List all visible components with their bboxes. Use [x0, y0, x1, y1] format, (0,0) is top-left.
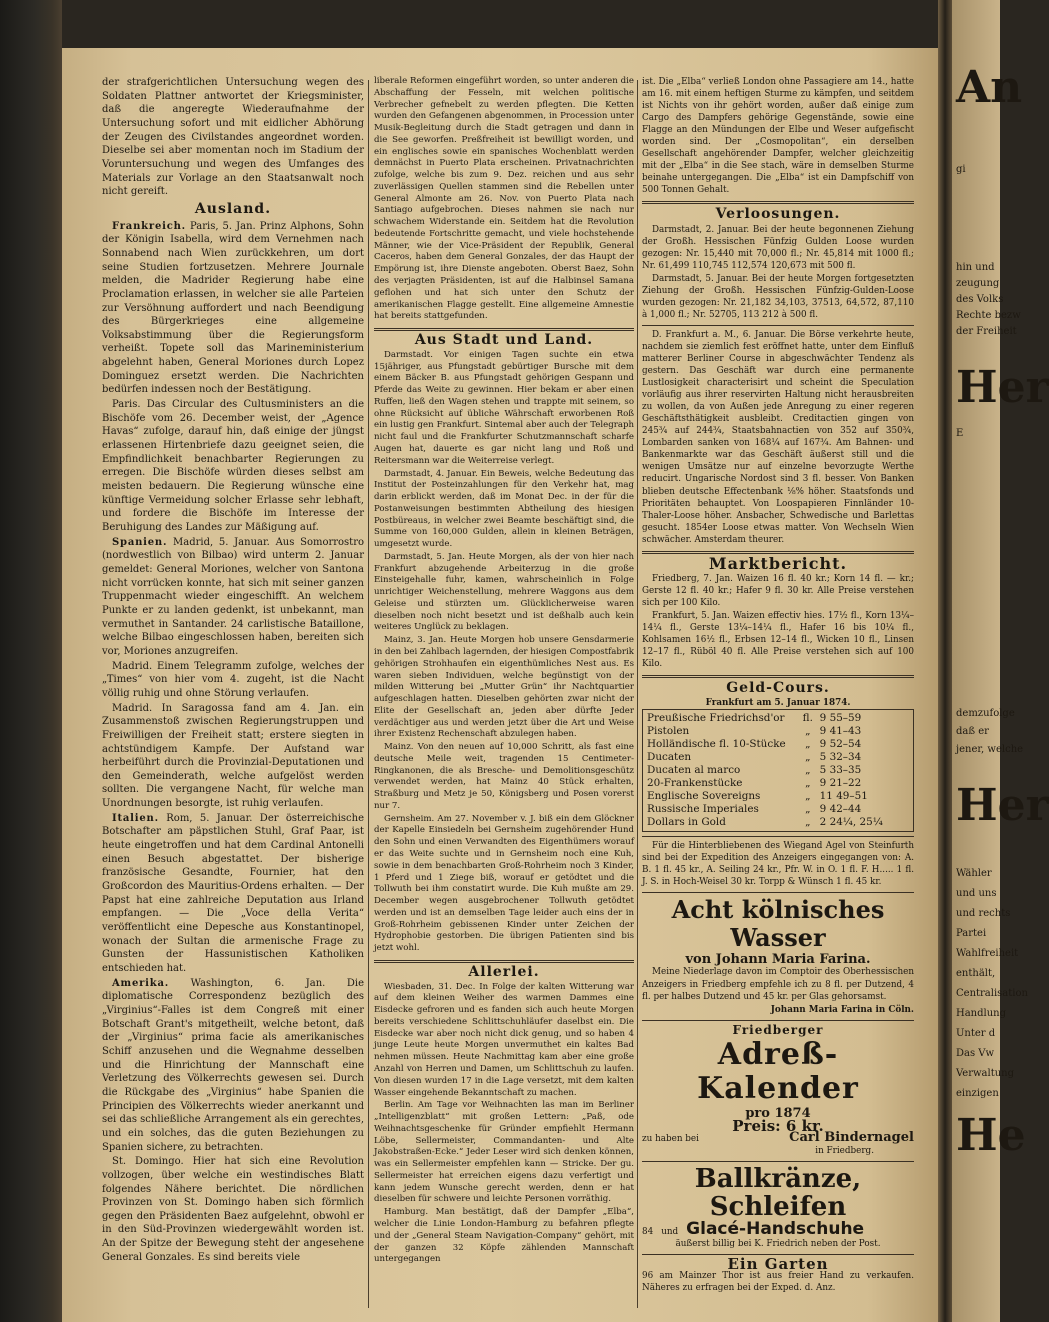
currency-name: Ducaten al marco: [647, 764, 741, 777]
country-label: Frankreich.: [112, 220, 186, 232]
currency-name: Russische Imperiales: [647, 803, 759, 816]
currency-unit: „: [805, 777, 811, 790]
currency-unit: „: [805, 816, 811, 829]
currency-rate: 9 41–43: [819, 725, 862, 738]
adjacent-text: zeugung: [956, 278, 1000, 289]
adjacent-text: und rechts: [956, 908, 1011, 919]
adjacent-text: einzigen: [956, 1088, 999, 1099]
geld-cours-table: [647, 712, 909, 829]
ad-und: und: [661, 1226, 679, 1237]
adjacent-text: jener, welche: [956, 744, 1024, 755]
article-amerika-2: St. Domingo. Hier hat sich eine Revolution vollzogen, über welche ein westindisches Blatt folgendes Nähere berichtet. Die nördlichen Provinzen von St. Domingo haben sich förmlich gegen den Präsidenten Baez aufgelehnt, obwohl er in den Süd-Provinzen wiedergewählt worden ist. An der Spitze der Bewegung steht der angesehene General Gonzales. Es sind bereits viele: [102, 1156, 364, 1263]
ad-text: 96 am Mainzer Thor ist aus freier Hand zu verkaufen. Näheres zu erfragen bei der Exped. d. Anz.: [642, 1271, 914, 1294]
article-darmstadt-2: Darmstadt, 4. Januar. Ein Beweis, welche Bedeutung das Institut der Posteinzahlungen für den Verkehr hat, mag darin erblickt werden, daß im Monat Dec. in der für die Postanweisungen bestimmten Abtheilung des hiesigen Postbüreaus, in welcher zwei Beamte beschäftigt sind, die Summe von 160,000 Gulden, allein in kleinen Beträgen, umgesetzt wurde.: [374, 468, 634, 550]
section-heading-verloosungen: Verloosungen.: [715, 206, 841, 223]
adjacent-text: Das Vw: [956, 1048, 995, 1059]
column-rule: [637, 80, 638, 1308]
ad-maker: von Johann Maria Farina.: [685, 952, 871, 968]
article-plattner: der strafgerichtlichen Untersuchung wegen des Soldaten Plattner antwortet der Kriegsminister, daß die angeregte Wiederaufnahme der Untersuchung sofort und mit eidlicher Abhörung der Zeugen des Civilstandes angeordnet worden. Dieselbe sei aber momentan noch im Stadium der Voruntersuchung und wegen des Umfanges des Materials zur Vorlage an den Staatsanwalt noch nicht gereift.: [102, 77, 364, 198]
country-label: Amerika.: [112, 977, 170, 989]
lottery-darmstadt-1: Darmstadt, 2. Januar. Bei der heute begonnenen Ziehung der Großh. Hessischen Fünfzig Gulden Loose wurden gezogen: Nr. 15,440 mit 70,000 fl.; Nr. 45,814 mit 1000 fl.; Nr. 61,499 110,745 112,574 120,673 mit 500 fl.: [642, 224, 914, 271]
adjacent-page-edge: [952, 0, 1049, 1322]
book-gutter: [938, 0, 952, 1322]
column-2: [374, 76, 634, 1267]
adjacent-text: Wahlfreiheit: [956, 948, 1019, 959]
article-hamburg: Hamburg. Man bestätigt, daß der Dampfer „Elba“, welcher die Linie London-Hamburg zu befahren pflegte und der „General Steam Navigation-Company“ gehört, mit der ganzen 32 Köpfe zählenden Mannschaft untergegangen: [374, 1207, 634, 1265]
divider: [374, 328, 634, 331]
ad-ballkraenze: [642, 1165, 914, 1250]
column-3: [642, 76, 914, 1295]
geld-cours-row: [647, 764, 909, 777]
geld-cours-row: [647, 725, 909, 738]
ad-subtitle: Glacé-Handschuhe: [686, 1218, 865, 1239]
adjacent-text: Handlung: [956, 1008, 1007, 1019]
section-heading-geld-cours: Geld-Cours.: [726, 680, 830, 697]
currency-unit: „: [805, 790, 811, 803]
adjacent-text: gi: [956, 164, 966, 175]
article-spanien-3: Madrid. In Saragossa fand am 4. Jan. ein Zusammenstoß zwischen Regierungstruppen und Freiwilligen der Freiheit statt; erstere siegten in achtstündigem Kampfe. Der Aufstand war herbeiführt durch die Provinzial-Deputationen und den Gemeinderath, welche aufgelöst werden sollten. Die vergangene Nacht, für welche man Unordnungen besorgte, ist ruhig verlaufen.: [102, 702, 364, 810]
section-heading-ausland: Ausland.: [194, 200, 272, 217]
adjacent-text: Wähler: [956, 868, 992, 879]
article-frankreich-1: [102, 220, 364, 398]
adjacent-text: Her: [956, 780, 1049, 831]
article-darmstadt-3: Darmstadt, 5. Jan. Heute Morgen, als der von hier nach Frankfurt abzugehende Arbeiterzug in die große Einsteigehalle fuhr, kamen, wahrscheinlich in Folge unrichtiger Weichenstellung, mehrere Waggons aus dem Geleise und stürzten um. Glücklicherweise waren dieselben noch nicht besetzt und ist deßhalb auch kein weiteres Unglück zu beklagen.: [374, 551, 634, 633]
currency-name: Preußische Friedrichsd'or: [647, 712, 785, 725]
currency-unit: „: [805, 803, 811, 816]
adjacent-text: Unter d: [956, 1028, 996, 1039]
article-text: Madrid, 5. Januar. Aus Somorrostro (nordwestlich von Bilbao) wird unterm 2. Januar gemeldet: General Moriones, welcher von Santona nicht vorrücken konnte, hat sich mit seiner ganzen Truppenmacht wieder eingeschifft. An welchem Punkte er zu landen gedenkt, ist unbekannt, man vermuthet in Santander. 24 carlistische Bataillone, welche Bilbao eingeschlossen haben, bereiten sich vor, Moriones anzugreifen.: [102, 536, 364, 657]
divider: [642, 836, 914, 837]
lottery-darmstadt-2: Darmstadt, 5. Januar. Bei der heute Morgen fortgesetzten Ziehung der Großh. Hessischen Fünfzig-Gulden-Loose wurden gezogen: Nr. 21,182 34,103, 37513, 64,572, 87,110 à 1,000 fl.; Nr. 52705, 113 212 à 500 fl.: [642, 273, 914, 320]
article-amerika-1: [102, 977, 364, 1155]
adjacent-text: und uns: [956, 888, 997, 899]
stock-report-frankfurt: D. Frankfurt a. M., 6. Januar. Die Börse verkehrte heute, nachdem sie ziemlich fest eröffnet hatte, unter dem Einfluß matterer Berliner Course in abgeschwächter Tendenz als gestern. Das Geschäft war durch eine permanente Lustlosigkeit characterisirt und scheint die Speculation vorläufig aus ihrer reservirten Haltung nicht herausbreiten zu wollen, da von Außen jede Anregung zu einer regeren Geschäftsthätigkeit ausbleibt. Creditactien gingen von 245¾ auf 244¾, Staatsbahnactien von 352 auf 350¾, Lombarden sanken von 168¼ auf 167¾. Am Bahnen- und Bankenmarkte war das Geschäft äußerst still und die wenigen Umsätze nur auf einzelne bevorzugte Werthe reducirt. Ungarische Nordost sind 3 fl. besser. Von Banken blieben deutsche Effectenbank ⅛% höher. Staatsfonds und Prioritäten behauptet. Von Loospapieren Finnländer 10-Thaler-Loose höher. Ansbacher, Schwedische und Barlettas gesucht. 1854er Loose etwas matter. Von Wechseln Wien schwächer. Amsterdam theurer.: [642, 329, 914, 545]
divider: [642, 1161, 914, 1162]
section-heading-stadt-und-land: Aus Stadt und Land.: [414, 332, 594, 349]
article-wiesbaden: Wiesbaden, 31. Dec. In Folge der kalten Witterung war auf dem kleinen Weiher des warmen Dammes eine Eisdecke gefroren und es fanden sich auch heute Morgen bereits verschiedene Schlittschuhläufer daselbst ein. Die Eisdecke war aber noch nicht dick genug, und so haben 4 junge Leute heute Morgen unvermuthet ein kaltes Bad nehmen müssen. Heute Nachmittag kam aber eine große Anzahl von Herren und Damen, um Schlittschuh zu laufen. Von diesen wurden 17 in die Lage versetzt, mit dem kalten Wasser eingehende Bekanntschaft zu machen.: [374, 981, 634, 1098]
currency-rate: 2 24¼, 25¼: [819, 816, 883, 829]
donation-notice: Für die Hinterbliebenen des Wiegand Agel von Steinfurth sind bei der Expedition des Anzeigers eingegangen von: A. B. 1 fl. 45 kr., A. Seiling 24 kr., Pfr. W. in O. 1 fl. F. H..... 1 fl. J. S. in Hoch-Weisel 30 kr. Torpp & Wünsch 1 fl. 45 kr.: [642, 841, 914, 888]
article-gernsheim: Gernsheim. Am 27. November v. J. biß ein dem Glöckner der Kapelle Einsiedeln bei Gernsheim zugehörender Hund den Sohn und einen Verwandten des Eigenthümers worauf er das Weite suchte und in Gernsheim noch eine Kuh, sowie in dem benachbarten Groß-Rohrheim noch 3 Kinder, 1 Pferd und 1 Ziege biß, worauf er getödtet und die Tollwuth bei ihm constatirt wurde. Die Kuh mußte am 29. December wegen ausgebrochener Tollwuth getödtet werden und ist an demselben Tage leider auch eins der in Groß-Rohrheim gebissenen Kinder unter Zeichen der Hydrophobie gestorben. Die übrigen Patienten sind bis jetzt wohl.: [374, 813, 634, 954]
article-text: Washington, 6. Jan. Die diplomatische Correspondenz bezüglich des „Virginius“-Falles ist dem Congreß mit einer Botschaft Grant's mitgetheilt, welche betont, daß der „Virginius“ prima facie als amerikanisches Schiff anzusehen und die Wegnahme desselben und die Hinrichtung der Mannschaft eine Verletzung des Völkerrechts gewesen sei. Durch die Rückgabe des „Virginius“ habe Spanien die Principien des Völkerrechts wieder anerkannt und sei das schließliche Arrangement als ein gerechtes, und ein solches, das die guten Beziehungen zu Spanien sichere, zu betrachten.: [102, 977, 364, 1153]
currency-rate: 9 55–59: [819, 712, 862, 725]
article-berlin: Berlin. Am Tage vor Weihnachten las man im Berliner „Intelligenzblatt“ mit großen Lettern: „Paß, ode Weihnachtsgeschenke für Gründer empfiehlt Hermann Löbe, Sellermeister, Commandanten- und Alte Jakobstraßen-Ecke.“ Jeder Leser wird sich denken können, was ein Sellermeister empfehlen kann — Stricke. Der gu. Sellermeister hat erreichen eigens dazu verfertigt und kann jedem Wunsche gerecht werden, denn er hat dieselben für schwere und leichte Personen vorräthig.: [374, 1100, 634, 1205]
geld-cours-row: [647, 777, 909, 790]
currency-rate: 5 32–34: [819, 751, 862, 764]
currency-name: Englische Sovereigns: [647, 790, 761, 803]
geld-cours-row: [647, 738, 909, 751]
ad-town: in Friedberg.: [815, 1145, 874, 1156]
section-heading-marktbericht: Marktbericht.: [708, 553, 848, 573]
ad-year: pro 1874: [745, 1105, 811, 1121]
ad-title: Acht kölnisches Wasser: [671, 895, 885, 953]
article-text: Paris, 5. Jan. Prinz Alphons, Sohn der Königin Isabella, wird dem Vernehmen nach Sonnabend nach Wien zurückkehren, um dort seine Studien fortzusetzen. Mehrere Journale melden, die Madrider Regierung habe eine Proclamation erlassen, in welcher sie alle Parteien zur Versöhnung auffordert und nach Beendigung des Bürgerkrieges eine allgemeine Volksabstimmung über die Regierungsform verheißt. Topete soll das Marineministerium abgelehnt haben, General Moriones durch Lopez Dominguez ersetzt werden. Die Nachrichten bedürfen indessen noch der Bestätigung.: [102, 220, 364, 396]
divider: [642, 675, 914, 678]
ad-price: Preis: 6 kr.: [732, 1116, 824, 1135]
ad-text: Meine Niederlage davon im Comptoir des Oberhessischen Anzeigers in Friedberg empfehle ich zu 8 fl. per Dutzend, 4 fl. per halbes Dutzend und 45 kr. per Glas gehorsamst.: [642, 967, 914, 1002]
ad-line: äußerst billig bei K. Friedrich neben der Post.: [675, 1238, 881, 1249]
currency-unit: „: [805, 738, 811, 751]
ad-garten: [642, 1255, 914, 1294]
article-elba-cont: ist. Die „Elba“ verließ London ohne Passagiere am 14., hatte am 16. mit einem heftigen Sturme zu kämpfen, und seitdem ist Nichts von ihr gehört worden, außer daß einige zum Cargo des Dampfers gehörige Gegenstände, sowie eine Flagge an den Mündungen der Elbe und Weser aufgefischt worden sind. Der „Cosmopolitan“, ein derselben Gesellschaft angehörender Dampfer, welcher gleichzeitig mit der „Elba“ in die See stach, wäre in demselben Sturme beinahe untergegangen. Die „Elba“ ist ein Dampfschiff von 500 Tonnen Gehalt.: [642, 77, 914, 196]
article-italien: [102, 812, 364, 976]
divider: [642, 201, 914, 204]
geld-cours-row: [647, 712, 909, 725]
adjacent-text: Verwaltung: [956, 1068, 1015, 1079]
article-mainz-1: Mainz, 3. Jan. Heute Morgen hob unsere Gensdarmerie in den bei Zahlbach lagernden, der hiesigen Compostfabrik gehörigen Strohhaufen ein eigenthümliches Nest aus. Es waren sieben Individuen, welche begünstigt von der milden Witterung bei „Mutter Grün“ ihr Nachtquartier aufgeschlagen hatten. Dieselben gehörten zwar nicht der Elite der Gesellschaft an, jeden aber dürfte Jeder verdächtiger aus und werden jetzt über die Art und Weise ihrer Existenz Rechenschaft abzulegen haben.: [374, 635, 634, 740]
adjacent-text: demzufolge: [956, 708, 1015, 719]
article-spanien-2: Madrid. Einem Telegramm zufolge, welches der „Times“ von hier vom 4. zugeht, ist die Nacht völlig ruhig und ohne Störung verlaufen.: [102, 660, 364, 699]
divider: [642, 325, 914, 326]
geld-cours-box: [642, 709, 914, 832]
currency-unit: „: [805, 751, 811, 764]
currency-name: 20-Frankenstücke: [647, 777, 743, 790]
geld-cours-row: [647, 816, 909, 829]
currency-name: Ducaten: [647, 751, 692, 764]
geld-cours-subtitle: Frankfurt am 5. Januar 1874.: [705, 698, 851, 709]
article-frankreich-2: Paris. Das Circular des Cultusministers an die Bischöfe vom 26. December weist, der „Agence Havas“ zufolge, darauf hin, daß einige der jüngst erlassenen Hirtenbriefe dazu geeignet seien, die Empfindlichkeit benachbarter Regierungen zu erregen. Die Bischöfe würden dieses selbst am meisten bedauern. Die Regierung wünsche eine künftige Vermeidung solcher Erlasse sehr lebhaft, und fordere die Bischöfe im Interesse der Beruhigung des Landes zur Mäßigung auf.: [102, 399, 364, 533]
article-st-domingo-cont: liberale Reformen eingeführt worden, so unter anderen die Abschaffung der Fesseln, mit welchen politische Verbrecher gefnebelt zu werden pflegten. Die Ketten wurden den Gefangenen abgenommen, in Procession unter Musik-Begleitung durch die Stadt getragen und dann in die See geworfen. Preßfreiheit ist bewilligt worden, und ein englisches sowie ein spanisches Wochenblatt werden demnächst in Puerto Plata erscheinen. Privatnachrichten zufolge, welche bis zum 9. Dez. reichen und aus sehr zuverlässigen Quellen stammen sind die Rebellen unter General Almonte am 26. Nov. von Puerto Plata nach Santiago aufgebrochen. Dieses nahmen sie nach nur schwachem Widerstande ein. Seitdem hat die Revolution bedeutende Fortschritte gemacht, und viele hochstehende Männer, wie der Vice-Präsident der Republik, General Caceros, haben dem General Gonzales, der das Haupt der Empörung ist, ihre Dienste angeboten. Oberst Baez, Sohn des verjagten Präsidenten, ist auf die Halbinsel Samana geflohen und hat sich unter den Schutz der amerikanischen Flagge gestellt. Eine allgemeine Amnestie hat bereits stattgefunden.: [374, 76, 634, 322]
currency-name: Pistolen: [647, 725, 690, 738]
ad-where: zu haben bei: [642, 1133, 699, 1144]
adjacent-text: He: [956, 1110, 1026, 1161]
column-1: [102, 76, 364, 1265]
ad-adress-kalender: [642, 1024, 914, 1157]
adjacent-text: des Volks: [956, 294, 1004, 305]
ad-sub-row: [642, 1218, 914, 1239]
article-spanien-1: [102, 536, 364, 659]
adjacent-text: enthält,: [956, 968, 996, 979]
adjacent-text: Partei: [956, 928, 987, 939]
divider: [642, 1020, 914, 1021]
divider: [374, 960, 634, 963]
currency-rate: 9 21–22: [819, 777, 862, 790]
ad-koelnisch-wasser: [642, 896, 914, 1015]
article-text: Rom, 5. Januar. Der österreichische Botschafter am päpstlichen Stuhl, Graf Paar, ist heute eingetroffen und hat dem Cardinal Antonelli einen Besuch abgestattet. Der bisherige französische Gesandte, Fournier, hat den Großcordon des Mauritius-Ordens erhalten. — Der Papst hat eine zahlreiche Deputation aus Irland empfangen. — Die „Voce della Verita“ veröffentlicht eine Depesche aus Konstantinopel, wonach der Sultan die armenische Frage zu Gunsten der Hassunistischen Katholiken entschieden hat.: [102, 812, 364, 974]
market-frankfurt: Frankfurt, 5. Jan. Waizen effectiv hies. 17½ fl., Korn 13¼–14¼ fl., Gerste 13¼–14¼ fl., Hafer 16 bis 10¼ fl., Kohlsamen 16½ fl., Erbsen 12–14 fl., Wicken 10 fl., Linsen 12–17 fl., Rüböl 40 fl. Alle Preise verstehen sich auf 100 Kilo.: [642, 610, 914, 670]
adjacent-text: E: [956, 428, 964, 439]
adjacent-text: Rechte bezw: [956, 310, 1021, 321]
currency-rate: 5 33–35: [819, 764, 862, 777]
ad-signature: Johann Maria Farina in Cöln.: [770, 1004, 914, 1015]
market-friedberg: Friedberg, 7. Jan. Waizen 16 fl. 40 kr.; Korn 14 fl. — kr.; Gerste 12 fl. 40 kr.; Hafer 9 fl. 30 kr. Alle Preise verstehen sich per 100 Kilo.: [642, 573, 914, 608]
currency-rate: 9 42–44: [819, 803, 862, 816]
country-label: Spanien.: [112, 536, 168, 548]
adjacent-text: hin und: [956, 262, 995, 273]
geld-cours-row: [647, 751, 909, 764]
ad-seller: Carl Bindernagel: [789, 1129, 914, 1145]
geld-cours-row: [647, 803, 909, 816]
currency-name: Dollars in Gold: [647, 816, 726, 829]
ad-title: Ein Garten: [727, 1255, 829, 1273]
adjacent-text: An: [956, 62, 1023, 113]
currency-unit: fl.: [802, 712, 813, 725]
column-rule: [368, 80, 369, 1308]
article-mainz-2: Mainz. Von den neuen auf 10,000 Schritt, als fast eine deutsche Meile weit, tragenden 15 Centimeter-Ringkanonen, die als Bresche- und Demolitionsgeschütz verwendet werden, hat Mainz 40 Stück erhalten, Straßburg und Metz je 50, Königsberg und Posen vorerst nur 7.: [374, 742, 634, 811]
currency-unit: „: [805, 764, 811, 777]
currency-rate: 11 49–51: [819, 790, 868, 803]
ad-top-line: Friedberger: [732, 1022, 824, 1037]
adjacent-text: daß er: [956, 726, 989, 737]
article-darmstadt-1: Darmstadt. Vor einigen Tagen suchte ein etwa 15jähriger, aus Pfungstadt gebürtiger Bursche mit dem einem Bäcker B. aus Pfungstadt gehörigen Gespann und Pferde das Weite zu gewinnen. Hier bekam er aber einen Ruffen, ließ den Wagen stehen und trappte mit seinem, so ohne Rücksicht auf übliche Währschaft erworbenen Roß ein lustig gen Frankfurt. Sintemal aber auch der Telegraph nicht faul und die Frankfurter Schutzmannschaft scharfe Augen hat, dauerte es gar nicht lang und Roß und Reitersmann war die Weiterreise verlegt.: [374, 349, 634, 466]
newspaper-page: [62, 48, 938, 1322]
section-heading-allerlei: Allerlei.: [468, 963, 540, 980]
ad-title: Ballkränze, Schleifen: [694, 1163, 862, 1222]
divider: [642, 892, 914, 893]
book-binding: [0, 0, 62, 1322]
currency-rate: 9 52–54: [819, 738, 862, 751]
geld-cours-row: [647, 790, 909, 803]
adjacent-text: Centralisation: [956, 988, 1028, 999]
adjacent-text: Her: [956, 362, 1049, 413]
country-label: Italien.: [112, 812, 159, 824]
adjacent-text: der Freiheit: [956, 326, 1017, 337]
ad-title: Adreß-Kalender: [697, 1036, 859, 1106]
ad-number: 84: [642, 1226, 654, 1237]
currency-name: Holländische fl. 10-Stücke: [647, 738, 786, 751]
currency-unit: „: [805, 725, 811, 738]
